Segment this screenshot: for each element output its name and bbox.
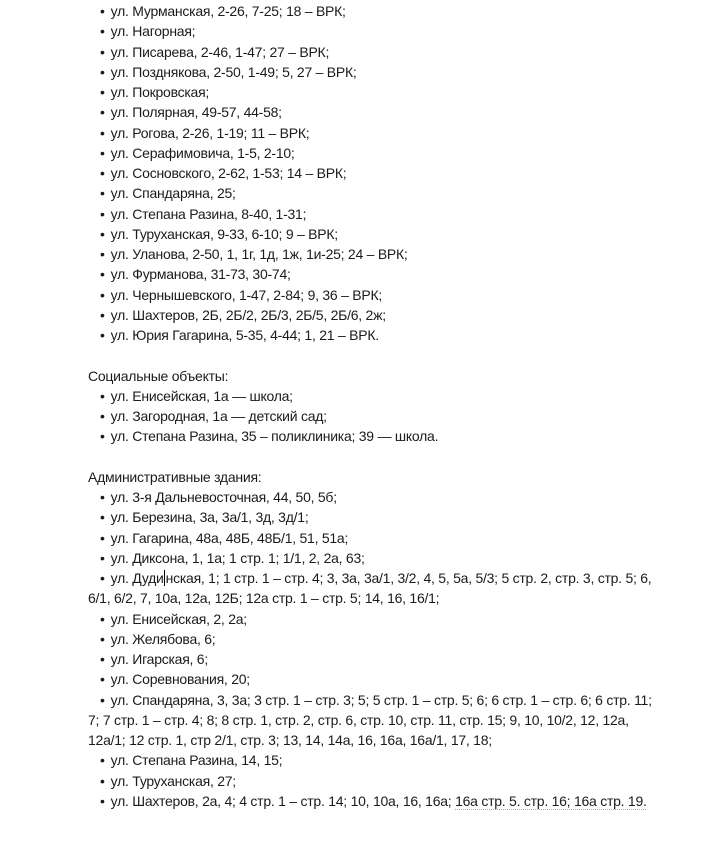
bullet-icon: • (100, 489, 105, 505)
bullet-icon: • (100, 610, 105, 627)
bullet-icon: • (100, 246, 105, 262)
list-item-text: ул. Фурманова, 31-73, 30-74; (110, 266, 291, 283)
list-item (88, 21, 654, 41)
list-item (88, 325, 654, 345)
bullet-icon: • (100, 23, 105, 40)
list-item-text: ул. Желябова, 6; (110, 630, 216, 647)
list-item-text: ул. Степана Разина, 8-40, 1-31; (110, 205, 307, 222)
list-item (88, 163, 654, 183)
list-item (88, 649, 654, 669)
list-item (88, 123, 654, 143)
list-item (88, 244, 654, 264)
list-item (88, 669, 654, 689)
document-text-area[interactable] (88, 1, 654, 811)
list-item (88, 487, 654, 507)
list-item-text: ул. Шахтеров, 2а, 4; 4 стр. 1 – стр. 14; 10, 10а, 16, 16а; (110, 792, 456, 809)
bullet-icon: • (100, 266, 105, 283)
list-item-text: ул. Туруханская, 27; (110, 772, 236, 789)
bullet-icon: • (100, 225, 105, 242)
bullet-icon: • (100, 3, 105, 19)
list-item-text: ул. 3-я Дальневосточная, 44, 50, 5б; (110, 489, 337, 505)
bullet-icon: • (100, 327, 105, 343)
bullet-icon: • (100, 752, 105, 769)
spellcheck-underlined-text: 16а стр. 5. стр. 16; 16а стр. 19. (455, 792, 647, 809)
bullet-icon: • (100, 306, 105, 323)
list-item-text: ул. Сосновского, 2-62, 1-53; 14 – ВРК; (110, 165, 347, 181)
section-header-social-objects: Социальные объекты: (88, 367, 229, 384)
list-item (88, 568, 654, 609)
list-item-text: ул. Уланова, 2-50, 1, 1г, 1д, 1ж, 1и-25; 24 – ВРК; (110, 246, 408, 262)
list-item (88, 224, 654, 244)
list-item (88, 771, 654, 791)
list-item-text: ул. Серафимовича, 1-5, 2-10; (110, 144, 295, 161)
list-item (88, 386, 654, 406)
list-item (88, 62, 654, 82)
list-item (88, 507, 654, 527)
list-item-text: ул. Писарева, 2-46, 1-47; 27 – ВРК; (110, 43, 330, 60)
list-item-text: ул. Юрия Гагарина, 5-35, 4-44; 1, 21 – ВРК. (110, 327, 379, 343)
bullet-icon: • (100, 286, 105, 303)
list-item-text: ул. Спандаряна, 3, 3а; 3 стр. 1 – стр. 3; 5; 5 стр. 1 – стр. 5; 6; 6 стр. 1 – стр. 6; 6 стр. 11; 7; 7 стр. 1 – стр. 4; 8; 8 стр. 1, стр. 2, стр. 6, стр. 10, стр. 11, стр. 15; 9, 10, 10/2, 12, 12а, 12а/1; 12 стр. 1, стр 2/1, стр. 3; 13, 14, 14а, 16, 16а, 16а/1, 17, 18; (88, 691, 652, 748)
bullet-icon: • (100, 792, 105, 809)
list-item (88, 406, 654, 426)
list-item (88, 183, 654, 203)
bullet-icon: • (100, 185, 105, 202)
list-item-text: ул. Гагарина, 48а, 48Б, 48Б/1, 51, 51а; (110, 529, 349, 546)
list-item-text: ул. Нагорная; (110, 23, 196, 40)
list-item (88, 426, 654, 446)
list-item-text: ул. Дуди (110, 570, 164, 586)
list-item (88, 1, 654, 21)
bullet-icon: • (100, 84, 105, 100)
bullet-icon: • (100, 529, 105, 546)
list-item (88, 305, 654, 325)
list-item (88, 143, 654, 163)
bullet-icon: • (100, 104, 105, 121)
list-item-text: ул. Соревнования, 20; (110, 671, 250, 688)
list-item (88, 82, 654, 102)
list-item (88, 264, 654, 284)
list-item-text: ул. Рогова, 2-26, 1-19; 11 – ВРК; (110, 124, 310, 141)
bullet-icon: • (100, 630, 105, 647)
list-item-text: ул. Спандаряна, 25; (110, 185, 236, 202)
list-item (88, 528, 654, 548)
list-item-text: ул. Загородная, 1а — детский сад; (110, 408, 327, 424)
list-item-text: ул. Мурманская, 2-26, 7-25; 18 – ВРК; (110, 3, 346, 19)
list-item-text: нская, 1; 1 стр. 1 – стр. 4; 3, 3а, 3а/1, 3/2, 4, 5, 5а, 5/3; 5 стр. 2, стр. 3, стр. 5; 6, 6/1, 6/2, 7, 10а, 12а, 12Б; 12а стр. 1 – стр. 5; 14, 16, 16/1; (88, 570, 652, 607)
list-item (88, 690, 654, 751)
bullet-icon: • (100, 772, 105, 789)
list-item-text: ул. Туруханская, 9-33, 6-10; 9 – ВРК; (110, 225, 338, 242)
bullet-icon: • (100, 144, 105, 161)
bullet-icon: • (100, 549, 105, 566)
bullet-icon: • (100, 387, 105, 404)
list-item (88, 42, 654, 62)
list-item-text: ул. Полярная, 49-57, 44-58; (110, 104, 282, 121)
bullet-icon: • (100, 509, 105, 526)
list-item-text: ул. Позднякова, 2-50, 1-49; 5, 27 – ВРК; (110, 63, 357, 80)
list-item-text: ул. Березина, 3а, 3а/1, 3д, 3д/1; (110, 509, 309, 526)
list-item-text: ул. Шахтеров, 2Б, 2Б/2, 2Б/3, 2Б/5, 2Б/6, 2ж; (110, 306, 386, 323)
list-item-text: ул. Покровская; (110, 84, 210, 100)
list-item (88, 609, 654, 629)
list-item-text: ул. Степана Разина, 35 – поликлиника; 39 — школа. (110, 428, 439, 445)
bullet-icon: • (100, 408, 105, 424)
list-item-text: ул. Чернышевского, 1-47, 2-84; 9, 36 – ВРК; (110, 286, 382, 303)
bullet-icon: • (100, 671, 105, 688)
list-item-text: ул. Диксона, 1, 1а; 1 стр. 1; 1/1, 2, 2а, 63; (110, 549, 365, 566)
bullet-icon: • (100, 43, 105, 60)
list-item (88, 548, 654, 568)
bullet-icon: • (100, 691, 105, 708)
list-item (88, 629, 654, 649)
list-item (88, 285, 654, 305)
bullet-icon: • (100, 651, 105, 667)
list-item-text: ул. Игарская, 6; (110, 651, 208, 667)
list-item-text: ул. Енисейская, 1а — школа; (110, 387, 293, 404)
list-item (88, 102, 654, 122)
list-item-text: ул. Енисейская, 2, 2а; (110, 610, 247, 627)
section-header-administrative-buildings: Административные здания: (88, 468, 262, 485)
bullet-icon: • (100, 428, 105, 445)
bullet-icon: • (100, 570, 105, 586)
list-item-text: ул. Степана Разина, 14, 15; (110, 752, 283, 769)
list-item (88, 750, 654, 770)
list-item (88, 204, 654, 224)
bullet-icon: • (100, 165, 105, 181)
bullet-icon: • (100, 205, 105, 222)
bullet-icon: • (100, 124, 105, 141)
bullet-icon: • (100, 63, 105, 80)
list-item (88, 791, 654, 811)
